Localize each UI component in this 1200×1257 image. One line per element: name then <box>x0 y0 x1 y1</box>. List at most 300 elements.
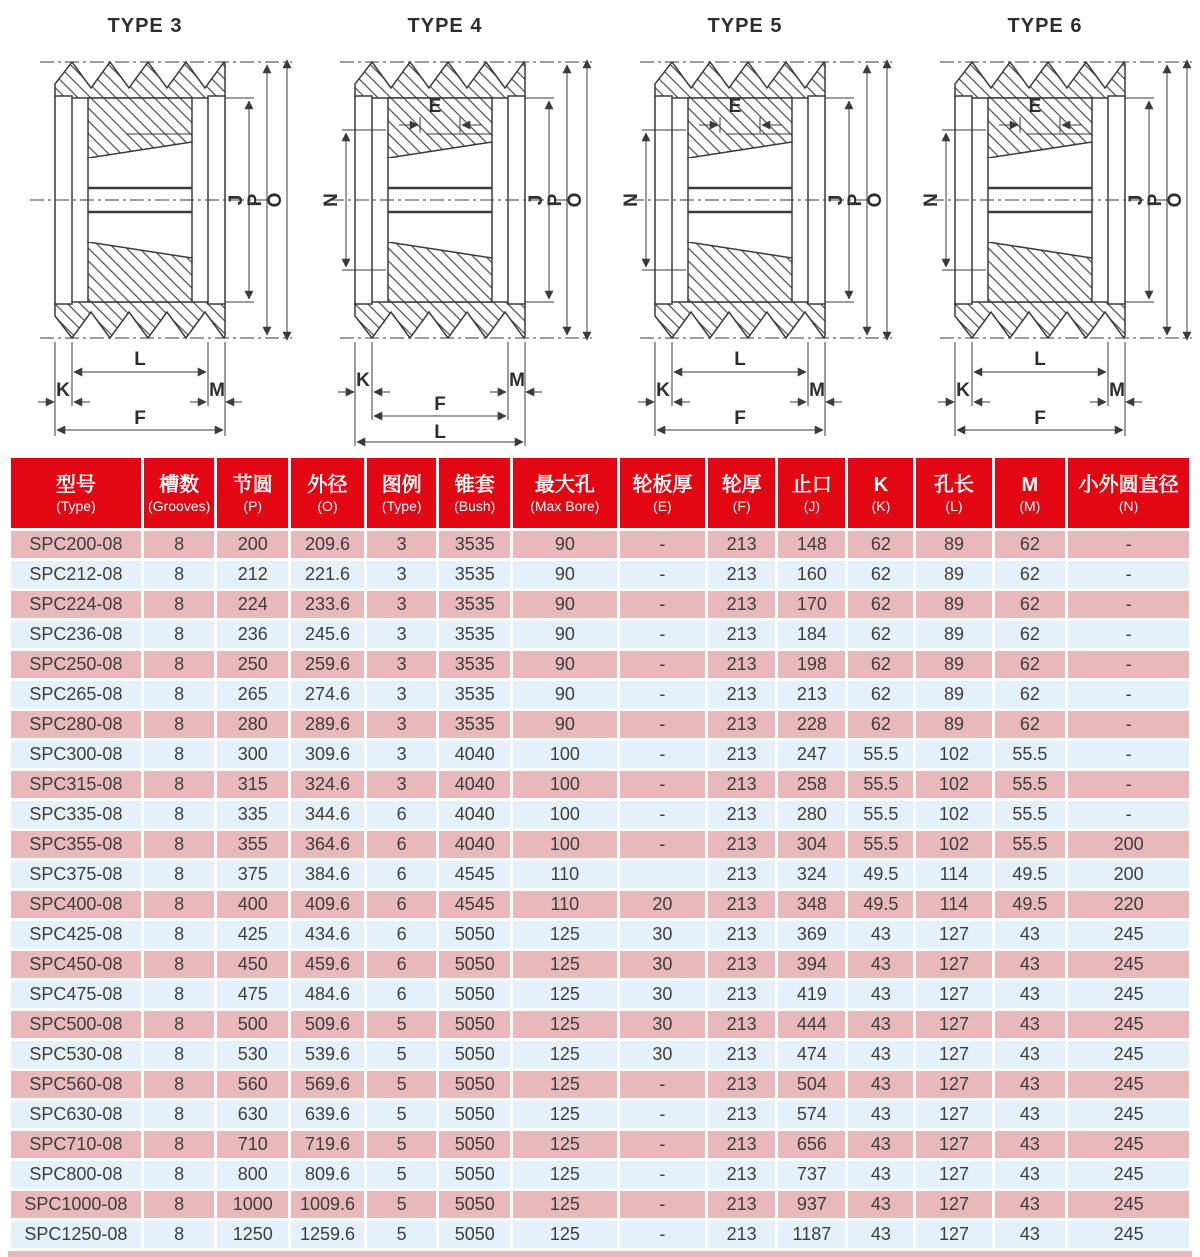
table-cell: 62 <box>995 711 1066 738</box>
table-cell: 274.6 <box>291 681 364 708</box>
table-cell: SPC500-08 <box>11 1011 141 1038</box>
table-cell: 3535 <box>439 681 510 708</box>
table-cell: 148 <box>778 531 845 558</box>
table-cell: 245 <box>1068 921 1189 948</box>
table-cell: 8 <box>144 1041 215 1068</box>
table-cell: 213 <box>708 1161 775 1188</box>
table-cell: 49.5 <box>995 861 1066 888</box>
table-cell: 259.6 <box>291 651 364 678</box>
table-cell: 213 <box>708 681 775 708</box>
dim-label-l: L <box>734 349 746 370</box>
table-cell: 6 <box>367 831 436 858</box>
table-cell: 569.6 <box>291 1071 364 1098</box>
table-cell: 280 <box>778 801 845 828</box>
table-cell: 5 <box>367 1221 436 1248</box>
table-cell: 43 <box>995 1101 1066 1128</box>
table-row <box>11 891 1189 918</box>
table-cell: 3 <box>367 741 436 768</box>
table-cell: 127 <box>916 1221 991 1248</box>
table-cell: 324.6 <box>291 771 364 798</box>
dim-label-j: J <box>1126 194 1147 206</box>
table-cell: 213 <box>708 1101 775 1128</box>
table-cell: 8 <box>144 741 215 768</box>
table-cell: 43 <box>848 1131 913 1158</box>
table-cell: 213 <box>708 1071 775 1098</box>
table-cell: SPC630-08 <box>11 1101 141 1128</box>
table-cell: SPC355-08 <box>11 831 141 858</box>
table-cell: 213 <box>708 1191 775 1218</box>
spec-table-body <box>11 531 1189 1248</box>
table-row <box>11 711 1189 738</box>
table-cell: 125 <box>513 1041 617 1068</box>
table-cell: - <box>620 801 705 828</box>
table-cell: - <box>1068 681 1189 708</box>
table-cell: 5050 <box>439 981 510 1008</box>
table-cell: 213 <box>708 831 775 858</box>
table-cell: 245 <box>1068 1101 1189 1128</box>
table-cell: 213 <box>708 861 775 888</box>
table-cell: 574 <box>778 1101 845 1128</box>
dim-label-f: F <box>434 394 446 415</box>
table-cell: 125 <box>513 1131 617 1158</box>
table-cell: 656 <box>778 1131 845 1158</box>
table-cell: 8 <box>144 621 215 648</box>
table-row <box>11 1011 1189 1038</box>
dim-label-p: P <box>545 193 566 207</box>
dim-label-m: M <box>1109 380 1125 401</box>
table-cell: 5050 <box>439 951 510 978</box>
table-cell: - <box>1068 711 1189 738</box>
table-cell: 198 <box>778 651 845 678</box>
table-cell: 4040 <box>439 801 510 828</box>
table-cell: 5050 <box>439 1191 510 1218</box>
table-cell: 55.5 <box>995 831 1066 858</box>
table-cell: 55.5 <box>848 801 913 828</box>
table-cell: 5050 <box>439 1041 510 1068</box>
table-cell: - <box>620 771 705 798</box>
table-cell: 245 <box>1068 1011 1189 1038</box>
dim-label-f: F <box>734 408 746 429</box>
dim-label-j: J <box>526 194 547 206</box>
table-cell: 213 <box>708 771 775 798</box>
table-cell: 220 <box>1068 891 1189 918</box>
table-cell: 89 <box>916 591 991 618</box>
table-cell: - <box>620 831 705 858</box>
table-cell: 125 <box>513 1011 617 1038</box>
table-cell: 30 <box>620 951 705 978</box>
table-cell: 213 <box>778 681 845 708</box>
table-cell: 560 <box>217 1071 288 1098</box>
table-cell: - <box>620 741 705 768</box>
dim-label-l: L <box>434 422 446 443</box>
table-cell: - <box>620 1221 705 1248</box>
table-cell: - <box>620 1191 705 1218</box>
table-cell: 8 <box>144 981 215 1008</box>
table-cell: 630 <box>217 1101 288 1128</box>
column-header: 型号 (Type) <box>11 458 141 528</box>
table-cell: - <box>1068 621 1189 648</box>
table-bottom-partial-row <box>8 1251 1192 1257</box>
table-cell: 245 <box>1068 1131 1189 1158</box>
table-cell: 5050 <box>439 1161 510 1188</box>
column-header: 孔长 (L) <box>916 458 991 528</box>
table-cell: - <box>1068 531 1189 558</box>
table-cell: 245 <box>1068 1041 1189 1068</box>
table-cell: 90 <box>513 651 617 678</box>
table-cell: 500 <box>217 1011 288 1038</box>
table-cell: 90 <box>513 621 617 648</box>
table-cell: 250 <box>217 651 288 678</box>
column-header: K (K) <box>848 458 913 528</box>
table-cell: 475 <box>217 981 288 1008</box>
column-header: 止口 (J) <box>778 458 845 528</box>
table-cell: 20 <box>620 891 705 918</box>
table-cell: SPC335-08 <box>11 801 141 828</box>
dim-label-p: P <box>1145 193 1166 207</box>
table-cell: 213 <box>708 711 775 738</box>
dim-label-k: K <box>956 380 970 401</box>
drawing-title: TYPE 3 <box>107 15 183 37</box>
table-cell: 8 <box>144 1191 215 1218</box>
table-cell: 213 <box>708 801 775 828</box>
table-cell: 213 <box>708 531 775 558</box>
table-cell: - <box>620 1131 705 1158</box>
table-cell: 5 <box>367 1161 436 1188</box>
table-cell: 62 <box>995 561 1066 588</box>
table-cell: 213 <box>708 1131 775 1158</box>
table-cell: 236 <box>217 621 288 648</box>
table-cell: - <box>1068 801 1189 828</box>
table-cell: 800 <box>217 1161 288 1188</box>
dim-label-m: M <box>209 380 225 401</box>
table-cell: SPC280-08 <box>11 711 141 738</box>
table-cell: 8 <box>144 831 215 858</box>
table-cell: 280 <box>217 711 288 738</box>
table-cell: SPC300-08 <box>11 741 141 768</box>
table-row <box>11 651 1189 678</box>
table-cell: 233.6 <box>291 591 364 618</box>
table-cell: 125 <box>513 981 617 1008</box>
table-cell: 43 <box>848 1221 913 1248</box>
table-cell: 43 <box>848 1191 913 1218</box>
table-cell: SPC1000-08 <box>11 1191 141 1218</box>
table-row <box>11 621 1189 648</box>
table-cell: SPC212-08 <box>11 561 141 588</box>
column-header: M (M) <box>995 458 1066 528</box>
table-cell: 102 <box>916 771 991 798</box>
table-cell: 8 <box>144 711 215 738</box>
table-row <box>11 1071 1189 1098</box>
table-cell: 43 <box>995 981 1066 1008</box>
table-row <box>11 531 1189 558</box>
table-cell: 4545 <box>439 861 510 888</box>
table-cell: 324 <box>778 861 845 888</box>
dim-label-p: P <box>845 193 866 207</box>
table-cell: 127 <box>916 1131 991 1158</box>
dim-label-l: L <box>134 349 146 370</box>
table-row <box>11 1191 1189 1218</box>
table-cell: - <box>620 531 705 558</box>
table-cell: 6 <box>367 861 436 888</box>
table-cell: 304 <box>778 831 845 858</box>
table-cell: 245 <box>1068 1161 1189 1188</box>
table-cell: 8 <box>144 1131 215 1158</box>
table-cell: 369 <box>778 921 845 948</box>
table-cell: SPC250-08 <box>11 651 141 678</box>
table-cell: SPC265-08 <box>11 681 141 708</box>
drawing-title: TYPE 4 <box>407 15 483 37</box>
table-cell: 213 <box>708 891 775 918</box>
table-cell: SPC450-08 <box>11 951 141 978</box>
table-cell: 5 <box>367 1101 436 1128</box>
table-cell: 90 <box>513 531 617 558</box>
column-header: 小外圆直径 (N) <box>1068 458 1189 528</box>
table-cell: 539.6 <box>291 1041 364 1068</box>
table-cell: 3 <box>367 771 436 798</box>
drawing-type-5 <box>621 15 892 436</box>
table-cell: - <box>1068 771 1189 798</box>
column-header: 图例 (Type) <box>367 458 436 528</box>
table-cell: 127 <box>916 1161 991 1188</box>
table-row <box>11 1101 1189 1128</box>
drawing-type-3 <box>30 15 292 436</box>
table-cell: 127 <box>916 981 991 1008</box>
spec-table-section <box>0 455 1200 1251</box>
table-cell: 184 <box>778 621 845 648</box>
table-cell: 1000 <box>217 1191 288 1218</box>
table-cell: 100 <box>513 771 617 798</box>
table-cell: 245 <box>1068 1221 1189 1248</box>
table-cell: 3 <box>367 711 436 738</box>
table-cell: 213 <box>708 621 775 648</box>
table-row <box>11 771 1189 798</box>
table-cell: 6 <box>367 981 436 1008</box>
table-cell: 62 <box>995 591 1066 618</box>
table-cell: 5 <box>367 1011 436 1038</box>
table-cell: 100 <box>513 831 617 858</box>
table-row <box>11 1161 1189 1188</box>
table-cell: 419 <box>778 981 845 1008</box>
table-cell: 335 <box>217 801 288 828</box>
table-row <box>11 831 1189 858</box>
table-cell: 5 <box>367 1131 436 1158</box>
table-row <box>11 681 1189 708</box>
table-cell: 213 <box>708 1041 775 1068</box>
table-cell: 504 <box>778 1071 845 1098</box>
table-cell: 3 <box>367 591 436 618</box>
table-cell: 127 <box>916 1041 991 1068</box>
table-cell: 5 <box>367 1041 436 1068</box>
table-cell: 102 <box>916 831 991 858</box>
table-cell: 55.5 <box>995 741 1066 768</box>
table-cell: 8 <box>144 591 215 618</box>
table-cell: 300 <box>217 741 288 768</box>
table-cell: 127 <box>916 1191 991 1218</box>
dim-label-o: O <box>865 192 886 208</box>
table-cell: 400 <box>217 891 288 918</box>
table-cell: 89 <box>916 681 991 708</box>
table-cell: 43 <box>995 1071 1066 1098</box>
dim-label-k: K <box>656 380 670 401</box>
table-cell: 6 <box>367 801 436 828</box>
table-cell: 90 <box>513 591 617 618</box>
table-cell: 8 <box>144 1101 215 1128</box>
dim-label-n: N <box>621 193 642 207</box>
table-row <box>11 591 1189 618</box>
table-cell: 710 <box>217 1131 288 1158</box>
table-cell: SPC425-08 <box>11 921 141 948</box>
table-cell: - <box>620 621 705 648</box>
table-cell: 5050 <box>439 1131 510 1158</box>
table-cell: 8 <box>144 1011 215 1038</box>
table-cell: - <box>1068 591 1189 618</box>
table-cell: 43 <box>995 951 1066 978</box>
table-cell: SPC224-08 <box>11 591 141 618</box>
table-cell: 5050 <box>439 1011 510 1038</box>
table-cell: 8 <box>144 1161 215 1188</box>
table-cell: 450 <box>217 951 288 978</box>
table-cell: 459.6 <box>291 951 364 978</box>
table-cell: - <box>620 681 705 708</box>
table-cell: 89 <box>916 561 991 588</box>
table-cell: 245.6 <box>291 621 364 648</box>
dim-label-m: M <box>809 380 825 401</box>
table-cell: 43 <box>848 1071 913 1098</box>
table-cell: 100 <box>513 741 617 768</box>
table-cell: 89 <box>916 711 991 738</box>
dim-label-j: J <box>226 194 247 206</box>
table-cell: 43 <box>848 951 913 978</box>
table-cell: 213 <box>708 591 775 618</box>
table-cell: 8 <box>144 651 215 678</box>
table-cell: 6 <box>367 891 436 918</box>
table-cell: 434.6 <box>291 921 364 948</box>
table-cell: 127 <box>916 1011 991 1038</box>
column-header: 轮厚 (F) <box>708 458 775 528</box>
dim-label-e: E <box>428 96 442 117</box>
table-cell: 125 <box>513 1101 617 1128</box>
table-cell: SPC375-08 <box>11 861 141 888</box>
table-cell: 394 <box>778 951 845 978</box>
table-cell: 8 <box>144 861 215 888</box>
table-cell: 43 <box>848 1161 913 1188</box>
drawing-title: TYPE 6 <box>1007 15 1083 37</box>
table-cell: 90 <box>513 711 617 738</box>
dim-label-l: L <box>1034 349 1046 370</box>
dim-label-p: P <box>245 193 266 207</box>
table-cell: 213 <box>708 651 775 678</box>
table-cell: 89 <box>916 621 991 648</box>
table-cell: 62 <box>848 711 913 738</box>
table-cell: SPC800-08 <box>11 1161 141 1188</box>
table-cell: 5 <box>367 1191 436 1218</box>
table-cell: 4040 <box>439 831 510 858</box>
table-cell: 89 <box>916 531 991 558</box>
table-cell: 375 <box>217 861 288 888</box>
table-cell: 30 <box>620 981 705 1008</box>
table-cell: 114 <box>916 891 991 918</box>
table-cell: 89 <box>916 651 991 678</box>
dim-label-e: E <box>1028 96 1042 117</box>
table-cell: 127 <box>916 921 991 948</box>
table-cell: 3 <box>367 651 436 678</box>
table-cell: 484.6 <box>291 981 364 1008</box>
table-cell: 213 <box>708 951 775 978</box>
column-header: 轮板厚 (E) <box>620 458 705 528</box>
table-cell: 344.6 <box>291 801 364 828</box>
table-cell: - <box>620 1071 705 1098</box>
dim-label-o: O <box>1165 192 1186 208</box>
table-cell: 8 <box>144 1071 215 1098</box>
table-cell: 30 <box>620 1011 705 1038</box>
table-cell: 639.6 <box>291 1101 364 1128</box>
table-cell: 737 <box>778 1161 845 1188</box>
table-cell: 3 <box>367 681 436 708</box>
table-cell: SPC530-08 <box>11 1041 141 1068</box>
table-cell: 6 <box>367 921 436 948</box>
table-cell: 309.6 <box>291 741 364 768</box>
table-cell: 43 <box>848 981 913 1008</box>
table-cell: 258 <box>778 771 845 798</box>
pulley-drawings <box>0 0 1200 455</box>
table-cell: 90 <box>513 681 617 708</box>
table-cell: 90 <box>513 561 617 588</box>
table-cell: 3 <box>367 561 436 588</box>
table-cell: 245 <box>1068 1191 1189 1218</box>
table-cell: 62 <box>848 531 913 558</box>
table-row <box>11 921 1189 948</box>
table-cell: 247 <box>778 741 845 768</box>
table-cell: - <box>1068 741 1189 768</box>
table-cell: 55.5 <box>848 831 913 858</box>
table-cell: 315 <box>217 771 288 798</box>
table-cell: 8 <box>144 801 215 828</box>
table-cell: 125 <box>513 1161 617 1188</box>
table-cell: 289.6 <box>291 711 364 738</box>
table-cell: 355 <box>217 831 288 858</box>
dim-label-o: O <box>565 192 586 208</box>
table-cell <box>620 861 705 888</box>
table-cell: 221.6 <box>291 561 364 588</box>
table-row <box>11 951 1189 978</box>
table-row <box>11 801 1189 828</box>
table-cell: 8 <box>144 951 215 978</box>
table-cell: 5050 <box>439 1101 510 1128</box>
table-cell: 8 <box>144 561 215 588</box>
table-cell: - <box>1068 561 1189 588</box>
drawing-type-6 <box>921 15 1192 436</box>
table-cell: 719.6 <box>291 1131 364 1158</box>
table-cell: 348 <box>778 891 845 918</box>
table-cell: 8 <box>144 531 215 558</box>
table-cell: 160 <box>778 561 845 588</box>
table-cell: 49.5 <box>848 861 913 888</box>
table-row <box>11 1041 1189 1068</box>
table-cell: 125 <box>513 1191 617 1218</box>
dim-label-f: F <box>1034 408 1046 429</box>
table-cell: 364.6 <box>291 831 364 858</box>
table-cell: 200 <box>1068 861 1189 888</box>
table-cell: 937 <box>778 1191 845 1218</box>
table-cell: 55.5 <box>848 741 913 768</box>
table-cell: 213 <box>708 1011 775 1038</box>
table-cell: 224 <box>217 591 288 618</box>
spec-table <box>8 455 1192 1251</box>
table-cell: 213 <box>708 741 775 768</box>
table-cell: 170 <box>778 591 845 618</box>
table-cell: SPC710-08 <box>11 1131 141 1158</box>
table-cell: 114 <box>916 861 991 888</box>
